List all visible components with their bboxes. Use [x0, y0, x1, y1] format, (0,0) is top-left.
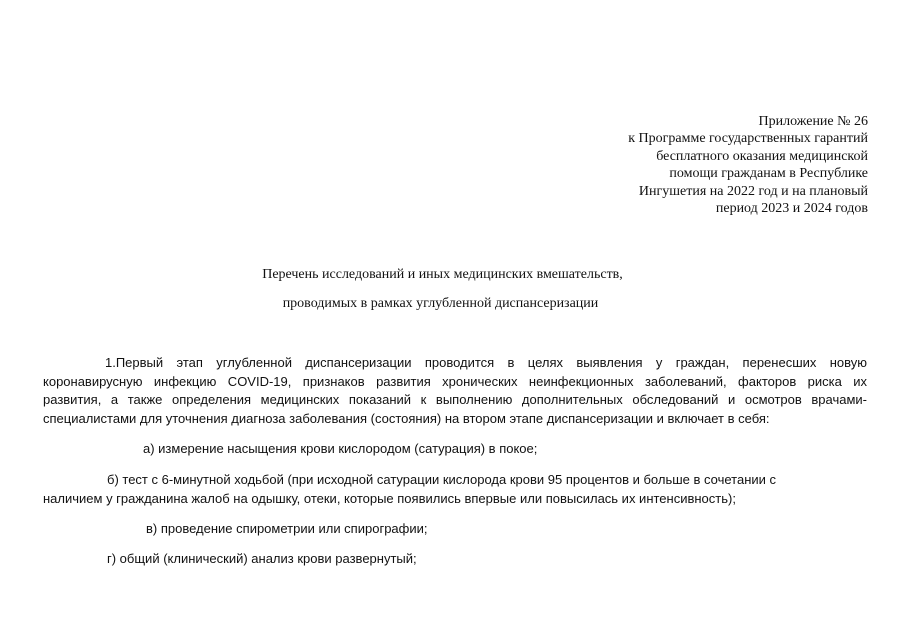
appendix-line: Приложение № 26 [758, 114, 868, 129]
appendix-line: к Программе государственных гарантий [628, 131, 868, 147]
list-item-v: в) проведение спирометрии или спирографии; [146, 521, 428, 536]
appendix-line: период 2023 и 2024 годов [715, 201, 868, 217]
appendix-line: Ингушетия на 2022 год и на плановый [638, 183, 868, 199]
list-item-a: а) измерение насыщения крови кислородом (сатурация) в покое; [143, 441, 538, 456]
document-title-line-2: проводимых в рамках углубленной диспансеризации [282, 296, 599, 311]
list-item-b-line-2: наличием у гражданина жалоб на одышку, отеки, которые появились впервые или повысилась их интенсивность); [43, 491, 736, 506]
appendix-line: бесплатного оказания медицинской [656, 148, 868, 164]
paragraph-line: 1.Первый этап углубленной диспансеризации проводится в целях выявления у граждан, перенесших новую [105, 355, 867, 370]
list-item-b-line-1: б) тест с 6-минутной ходьбой (при исходной сатурации кислорода крови 95 процентов и больше в сочетании с [107, 472, 777, 487]
paragraph-first-stage [43, 354, 867, 428]
list-item-g: г) общий (клинический) анализ крови развернутый; [107, 551, 417, 566]
paragraph-line: специалистами для уточнения диагноза заболевания (состояния) на втором этапе диспансеризации и включает в себя: [43, 410, 770, 426]
appendix-header [568, 113, 868, 217]
paragraph-line: развития, а также определения медицинских показаний к выполнению дополнительных обследований и осмотров врачами- [43, 392, 867, 407]
appendix-line: помощи гражданам в Республике [669, 166, 868, 182]
paragraph-line: коронавирусную инфекцию COVID-19, признаков развития хронических неинфекционных заболеваний, факторов риска их [43, 373, 867, 389]
document-title-line-1: Перечень исследований и иных медицинских вмешательств, [262, 267, 623, 282]
